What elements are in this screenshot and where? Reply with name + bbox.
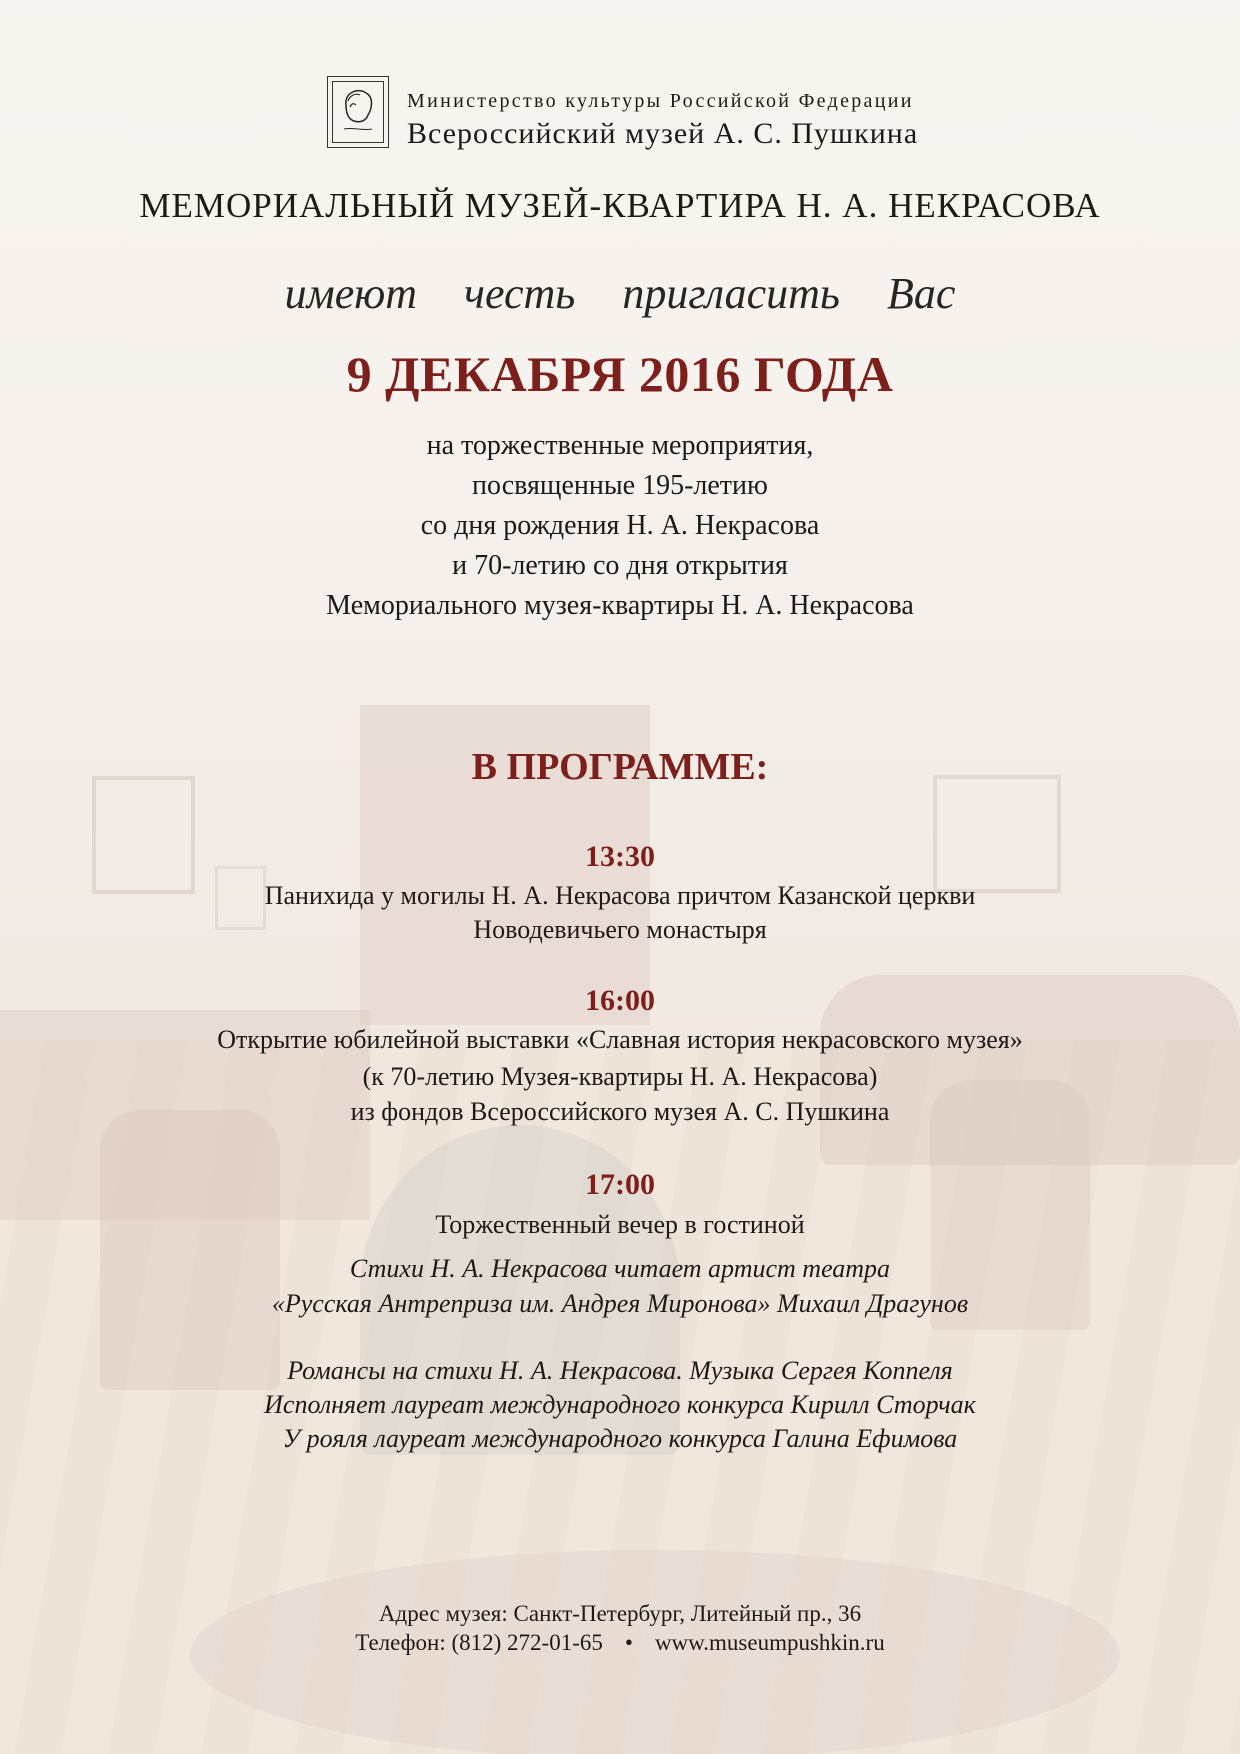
program-title: В ПРОГРАММЕ: (471, 746, 769, 788)
separator-dot: • (624, 1630, 633, 1655)
occasion-line: на торжественные мероприятия, (426, 430, 814, 461)
memorial-museum-title: МЕМОРИАЛЬНЫЙ МУЗЕЙ-КВАРТИРА Н. А. НЕКРАСОВА (139, 186, 1101, 225)
event-time: 16:00 (585, 984, 655, 1017)
phone-number: Телефон: (812) 272-01-65 (355, 1630, 603, 1655)
occasion-line: посвященные 195-летию (472, 470, 768, 501)
performer-line: Стихи Н. А. Некрасова читает артист театра (349, 1254, 891, 1283)
website-link[interactable]: www.museumpushkin.ru (654, 1630, 885, 1655)
event-time: 17:00 (585, 1168, 655, 1201)
performer-line: Романсы на стихи Н. А. Некрасова. Музыка Сергея Коппеля (287, 1356, 953, 1385)
performer-line: У рояля лауреат международного конкурса Галина Ефимова (282, 1424, 958, 1453)
occasion-line: Мемориального музея-квартиры Н. А. Некрасова (326, 590, 914, 621)
event-line: Панихида у могилы Н. А. Некрасова причтом Казанской церкви (264, 881, 976, 910)
occasion-line: и 70-летию со дня открытия (452, 550, 788, 581)
event-line: (к 70-летию Музея-квартиры Н. А. Некрасова) (362, 1062, 878, 1091)
contact-line (0, 1630, 1240, 1656)
pushkin-portrait-icon (336, 85, 380, 139)
event-time: 13:30 (585, 840, 655, 873)
ministry-name: Министерство культуры Российской Федерации (407, 90, 914, 112)
event-line: Открытие юбилейной выставки «Славная история некрасовского музея» (217, 1025, 1023, 1054)
invitation-phrase: имеют честь пригласить Вас (284, 269, 956, 318)
occasion-line: со дня рождения Н. А. Некрасова (420, 510, 820, 541)
event-line: Новодевичьего монастыря (473, 915, 767, 944)
performer-line: «Русская Антреприза им. Андрея Миронова» Михаил Драгунов (271, 1289, 969, 1318)
event-date: 9 ДЕКАБРЯ 2016 ГОДА (346, 346, 894, 402)
event-line: из фондов Всероссийского музея А. С. Пушкина (350, 1097, 890, 1126)
museum-name: Всероссийский музей А. С. Пушкина (407, 117, 919, 150)
occasion-text (0, 426, 1240, 626)
pushkin-emblem (327, 76, 389, 148)
performer-line: Исполняет лауреат международного конкурса Кирилл Сторчак (264, 1390, 976, 1419)
museum-address: Адрес музея: Санкт-Петербург, Литейный пр., 36 (378, 1601, 862, 1626)
event-line: Торжественный вечер в гостиной (435, 1210, 805, 1239)
